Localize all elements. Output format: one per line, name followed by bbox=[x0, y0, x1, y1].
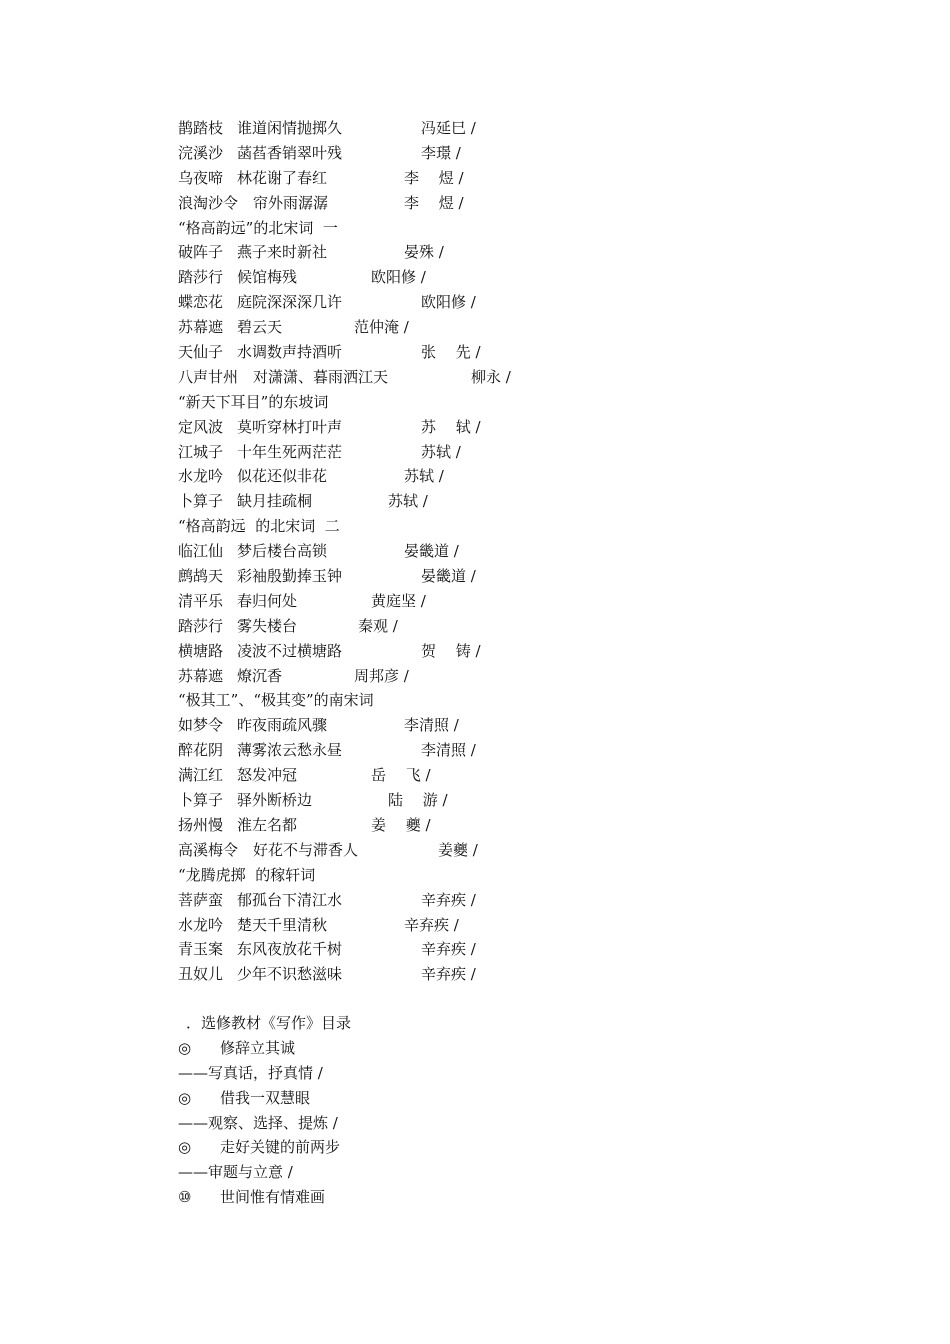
chapter-line bbox=[178, 1185, 878, 1210]
subtitle-text: ——写真话，抒真情 / bbox=[178, 1063, 323, 1082]
author-name: 李清照 / bbox=[421, 741, 476, 760]
subtitle-line bbox=[178, 1061, 878, 1086]
toc-entry bbox=[178, 265, 898, 290]
first-line: 似花还似非花 bbox=[237, 467, 328, 486]
first-line: 菡萏香销翠叶残 bbox=[237, 143, 343, 162]
toc-entry bbox=[178, 116, 898, 141]
subtitle-text: ——审题与立意 / bbox=[178, 1163, 293, 1182]
author-name: 辛弃疾 / bbox=[404, 915, 459, 934]
author-name: 辛弃疾 / bbox=[421, 940, 476, 959]
toc-entry bbox=[178, 290, 898, 315]
chapter-marker: ◎ bbox=[178, 1038, 192, 1057]
section-heading-text: “格高韵远”的北宋词 一 bbox=[178, 218, 338, 237]
toc-entry bbox=[178, 888, 898, 913]
toc-entry bbox=[178, 838, 898, 863]
tune-name: 苏幕遮 bbox=[178, 318, 224, 337]
author-name: 辛弃疾 / bbox=[421, 890, 476, 909]
first-line: 好花不与滞香人 bbox=[253, 840, 359, 859]
first-line: 十年生死两茫茫 bbox=[237, 442, 343, 461]
tune-name: 江城子 bbox=[178, 442, 224, 461]
author-name: 李璟 / bbox=[421, 143, 461, 162]
toc-entry bbox=[178, 713, 898, 738]
tune-name: 定风波 bbox=[178, 417, 224, 436]
author-name: 晏殊 / bbox=[404, 243, 444, 262]
tune-name: 醉花阴 bbox=[178, 741, 224, 760]
section-heading-text: “新天下耳目”的东坡词 bbox=[178, 392, 329, 411]
toc-entry bbox=[178, 639, 898, 664]
toc-entry bbox=[178, 415, 898, 440]
toc-entry bbox=[178, 440, 898, 465]
first-line: 谁道闲情抛掷久 bbox=[237, 119, 343, 137]
first-line: 薄雾浓云愁永昼 bbox=[237, 741, 343, 760]
author-name: 张 先 / bbox=[421, 343, 481, 362]
author-name: 李清照 / bbox=[404, 716, 459, 735]
author-name: 晏畿道 / bbox=[404, 542, 459, 561]
toc-entry bbox=[178, 464, 898, 489]
tune-name: 丑奴儿 bbox=[178, 965, 224, 984]
author-name: 苏 轼 / bbox=[421, 417, 481, 436]
toc-entry bbox=[178, 489, 898, 514]
first-line: 春归何处 bbox=[237, 591, 298, 610]
tune-name: 水龙吟 bbox=[178, 915, 224, 934]
writing-toc bbox=[178, 1011, 878, 1210]
chapter-marker: ⑩ bbox=[178, 1188, 192, 1207]
author-name: 晏畿道 / bbox=[421, 567, 476, 586]
author-name: 李 煜 / bbox=[404, 193, 464, 212]
chapter-title: 借我一双慧眼 bbox=[220, 1088, 311, 1107]
tune-name: 踏莎行 bbox=[178, 268, 224, 287]
tune-name: 破阵子 bbox=[178, 243, 224, 262]
tune-name: 水龙吟 bbox=[178, 467, 224, 486]
section-heading bbox=[178, 216, 898, 241]
author-name: 周邦彦 / bbox=[354, 666, 409, 685]
toc-entry bbox=[178, 141, 898, 166]
section-heading-text: “极其工”、“极其变”的南宋词 bbox=[178, 691, 374, 710]
toc-entry bbox=[178, 664, 898, 689]
author-name: 冯延巳 / bbox=[421, 119, 476, 137]
author-name: 苏轼 / bbox=[388, 492, 428, 511]
toc-entry bbox=[178, 539, 898, 564]
subtitle-line bbox=[178, 1111, 878, 1136]
toc-entry bbox=[178, 589, 898, 614]
tune-name: 满江红 bbox=[178, 766, 224, 785]
toc-entry bbox=[178, 813, 898, 838]
author-name: 范仲淹 / bbox=[354, 318, 409, 337]
toc-entry bbox=[178, 913, 898, 938]
first-line: 淮左名都 bbox=[237, 815, 298, 834]
chapter-marker: ◎ bbox=[178, 1138, 192, 1157]
section-heading bbox=[178, 514, 898, 539]
chapter-title: 走好关键的前两步 bbox=[220, 1138, 341, 1157]
tune-name: 菩萨蛮 bbox=[178, 890, 224, 909]
tune-name: 踏莎行 bbox=[178, 616, 224, 635]
tune-name: 天仙子 bbox=[178, 343, 224, 362]
first-line: 候馆梅残 bbox=[237, 268, 298, 287]
first-line: 林花谢了春红 bbox=[237, 168, 328, 187]
author-name: 辛弃疾 / bbox=[421, 965, 476, 984]
chapter-line bbox=[178, 1135, 878, 1160]
first-line: 对潇潇、暮雨洒江天 bbox=[253, 367, 389, 386]
tune-name: 鹊踏枝 bbox=[178, 119, 224, 137]
section-heading bbox=[178, 688, 898, 713]
toc-entry bbox=[178, 166, 898, 191]
tune-name: 卜算子 bbox=[178, 492, 224, 511]
subtitle-text: ——观察、选择、提炼 / bbox=[178, 1113, 338, 1132]
author-name: 欧阳修 / bbox=[371, 268, 426, 287]
first-line: 郁孤台下清江水 bbox=[237, 890, 343, 909]
first-line: 缺月挂疏桐 bbox=[237, 492, 313, 511]
author-name: 欧阳修 / bbox=[421, 293, 476, 312]
chapter-marker: ◎ bbox=[178, 1088, 192, 1107]
author-name: 秦观 / bbox=[358, 616, 398, 635]
author-name: 贺 铸 / bbox=[421, 641, 481, 660]
tune-name: 清平乐 bbox=[178, 591, 224, 610]
tune-name: 扬州慢 bbox=[178, 815, 224, 834]
first-line: 昨夜雨疏风骤 bbox=[237, 716, 328, 735]
author-name: 姜 夔 / bbox=[371, 815, 431, 834]
first-line: 莫听穿林打叶声 bbox=[237, 417, 343, 436]
section-heading bbox=[178, 390, 898, 415]
first-line: 楚天千里清秋 bbox=[237, 915, 328, 934]
first-line: 水调数声持酒听 bbox=[237, 343, 343, 362]
tune-name: 卜算子 bbox=[178, 791, 224, 810]
toc-entry bbox=[178, 788, 898, 813]
chapter-title: 世间惟有情难画 bbox=[220, 1188, 326, 1207]
subtitle-line bbox=[178, 1160, 878, 1185]
tune-name: 横塘路 bbox=[178, 641, 224, 660]
author-name: 柳永 / bbox=[471, 367, 511, 386]
toc-entry bbox=[178, 191, 898, 216]
section-heading bbox=[178, 863, 898, 888]
toc-entry bbox=[178, 315, 898, 340]
author-name: 岳 飞 / bbox=[371, 766, 431, 785]
section-title-text: ．选修教材《写作》目录 bbox=[186, 1014, 352, 1032]
tune-name: 八声甘州 bbox=[178, 367, 239, 386]
author-name: 苏轼 / bbox=[404, 467, 444, 486]
section-heading-text: “格高韵远 的北宋词 二 bbox=[178, 517, 340, 536]
chapter-line bbox=[178, 1086, 878, 1111]
tune-name: 乌夜啼 bbox=[178, 168, 224, 187]
first-line: 燎沉香 bbox=[237, 666, 283, 685]
toc-entry bbox=[178, 937, 898, 962]
section-title bbox=[178, 1011, 878, 1036]
first-line: 庭院深深深几许 bbox=[237, 293, 343, 312]
tune-name: 鹧鸪天 bbox=[178, 567, 224, 586]
chapter-title: 修辞立其诚 bbox=[220, 1038, 296, 1057]
toc-entry bbox=[178, 962, 898, 987]
first-line: 怒发冲冠 bbox=[237, 766, 298, 785]
toc-list bbox=[178, 116, 898, 987]
first-line: 驿外断桥边 bbox=[237, 791, 313, 810]
author-name: 姜夔 / bbox=[438, 840, 478, 859]
section-heading-text: “龙腾虎掷 的稼轩词 bbox=[178, 865, 316, 884]
toc-entry bbox=[178, 365, 898, 390]
tune-name: 高溪梅令 bbox=[178, 840, 239, 859]
toc-entry bbox=[178, 738, 898, 763]
first-line: 雾失楼台 bbox=[237, 616, 298, 635]
author-name: 黄庭坚 / bbox=[371, 591, 426, 610]
tune-name: 浪淘沙令 bbox=[178, 193, 239, 212]
author-name: 李 煜 / bbox=[404, 168, 464, 187]
tune-name: 浣溪沙 bbox=[178, 143, 224, 162]
tune-name: 苏幕遮 bbox=[178, 666, 224, 685]
first-line: 燕子来时新社 bbox=[237, 243, 328, 262]
toc-entry bbox=[178, 340, 898, 365]
toc-entry bbox=[178, 763, 898, 788]
tune-name: 临江仙 bbox=[178, 542, 224, 561]
first-line: 帘外雨潺潺 bbox=[253, 193, 329, 212]
chapter-line bbox=[178, 1036, 878, 1061]
first-line: 梦后楼台高锁 bbox=[237, 542, 328, 561]
first-line: 碧云天 bbox=[237, 318, 283, 337]
toc-entry bbox=[178, 614, 898, 639]
toc-entry bbox=[178, 240, 898, 265]
tune-name: 蝶恋花 bbox=[178, 293, 224, 312]
first-line: 东风夜放花千树 bbox=[237, 940, 343, 959]
tune-name: 青玉案 bbox=[178, 940, 224, 959]
first-line: 少年不识愁滋味 bbox=[237, 965, 343, 984]
toc-entry bbox=[178, 564, 898, 589]
first-line: 彩袖殷勤捧玉钟 bbox=[237, 567, 343, 586]
first-line: 凌波不过横塘路 bbox=[237, 641, 343, 660]
tune-name: 如梦令 bbox=[178, 716, 224, 735]
author-name: 陆 游 / bbox=[388, 791, 448, 810]
author-name: 苏轼 / bbox=[421, 442, 461, 461]
